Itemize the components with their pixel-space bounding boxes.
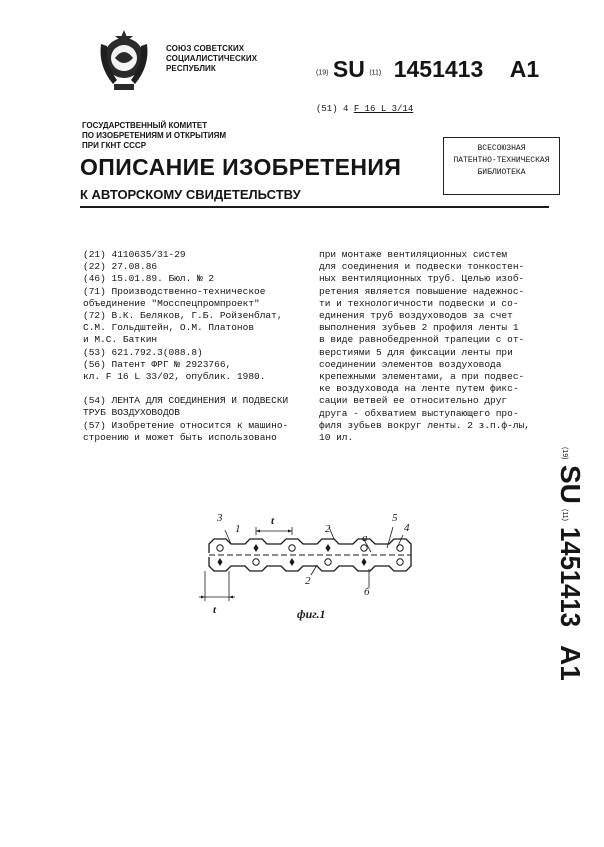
biblio-line: (72) В.К. Беляков, Г.Б. Ройзенблат, xyxy=(83,310,283,322)
hole-5 xyxy=(253,559,259,565)
figure-label: 2 xyxy=(325,523,331,535)
committee-line: ГОСУДАРСТВЕННЫЙ КОМИТЕТ xyxy=(82,121,208,130)
code-19: (19) xyxy=(316,69,329,77)
figure-caption: фиг.1 xyxy=(297,607,326,621)
ussr-emblem xyxy=(95,28,153,94)
union-line: СОЮЗ СОВЕТСКИХ xyxy=(166,44,245,53)
biblio-line: С.М. Гольдштейн, О.М. Платонов xyxy=(83,322,255,334)
biblio-line: кл. F 16 L 33/02, опублик. 1980. xyxy=(83,371,266,383)
biblio-line: (54) ЛЕНТА ДЛЯ СОЕДИНЕНИЯ И ПОДВЕСКИ xyxy=(83,395,289,407)
side-number: 1451413 xyxy=(555,527,586,637)
union-name xyxy=(166,44,257,74)
biblio-line: (57) Изобретение относится к машино- xyxy=(83,419,289,431)
abstract-line: единения труб воздуховодов за счет xyxy=(319,310,513,322)
patent-kind: A1 xyxy=(509,56,540,82)
abstract-line: ти и технологичности подвески и со- xyxy=(319,297,519,309)
hole-diamond xyxy=(326,544,331,552)
committee-line: ПО ИЗОБРЕТЕНИЯМ И ОТКРЫТИЯМ xyxy=(82,131,227,140)
abstract-line: при монтаже вентиляционных систем xyxy=(319,249,508,260)
abstract-line: выполнения зубьев 2 профиля ленты 1 xyxy=(319,322,519,334)
abstract-line: крепежными элементами, а при подвес- xyxy=(319,371,525,383)
stamp-line: ПАТЕНТНО-ТЕХНИЧЕСКАЯ xyxy=(453,156,550,165)
biblio-line: ТРУБ ВОЗДУХОВОДОВ xyxy=(83,407,180,419)
biblio-line: (22) 27.08.86 xyxy=(83,261,158,273)
ipc-classification xyxy=(316,104,413,114)
figure-label: 2 xyxy=(305,575,311,587)
stamp-line: БИБЛИОТЕКА xyxy=(477,168,526,177)
biblio-line: (56) Патент ФРГ № 2923766, xyxy=(83,358,232,370)
abstract-line: сации ветвей ее относительно друг xyxy=(319,395,508,407)
hole-5 xyxy=(397,559,403,565)
hole-diamond xyxy=(362,558,367,566)
abstract-line: ретения является повышение надежнос- xyxy=(319,285,525,297)
hole-5 xyxy=(397,545,403,551)
patent-number: 1451413 xyxy=(393,56,484,82)
figure-label: a xyxy=(362,532,368,544)
figure-label: б xyxy=(364,586,370,598)
document-subtitle: К АВТОРСКОМУ СВИДЕТЕЛЬСТВУ xyxy=(80,187,301,202)
side-code-11: (11) xyxy=(561,509,568,521)
biblio-line: (46) 15.01.89. Бюл. № 2 xyxy=(83,273,215,285)
figure-label: t xyxy=(271,515,275,527)
country-code: SU xyxy=(332,56,365,82)
ipc-class: F 16 L 3/14 xyxy=(353,104,414,114)
figure-label: t xyxy=(213,604,217,616)
figure-label: 5 xyxy=(392,512,398,524)
committee-line: ПРИ ГКНТ СССР xyxy=(82,141,147,150)
document-title: ОПИСАНИЕ ИЗОБРЕТЕНИЯ xyxy=(80,154,402,180)
biblio-line: (71) Производственно-техническое xyxy=(83,285,266,297)
stamp-line: ВСЕСОЮЗНАЯ xyxy=(477,144,526,153)
patent-number-header xyxy=(316,56,539,83)
figure-label: 1 xyxy=(235,523,241,535)
abstract-line: соединении элементов воздуховода xyxy=(319,358,502,370)
biblio-line: (21) 4110635/31-29 xyxy=(83,249,186,260)
biblio-line: и М.С. Баткин xyxy=(83,334,158,346)
side-code-19: (19) xyxy=(561,447,568,460)
biblio-line: (53) 621.792.3(088.8) xyxy=(83,346,203,358)
committee-name xyxy=(82,121,226,151)
figure-1-drawing xyxy=(195,505,435,630)
abstract-line: 10 ил. xyxy=(319,432,354,444)
library-stamp xyxy=(443,137,560,195)
biblio-line: строению и может быть использовано xyxy=(83,431,277,443)
hole-5 xyxy=(361,545,367,551)
hole-5 xyxy=(325,559,331,565)
bibliographic-data xyxy=(83,249,315,444)
abstract-line: верстиями 5 для фиксации ленты при xyxy=(319,346,513,358)
hole-diamond xyxy=(290,558,295,566)
ipc-prefix: (51) 4 xyxy=(316,104,349,114)
side-country: SU xyxy=(555,465,586,504)
hole-5 xyxy=(289,545,295,551)
abstract-line: ных вентиляционных труб. Целью изоб- xyxy=(319,273,525,285)
abstract-line: филя зубьев вокруг ленты. 2 з.п.ф-лы, xyxy=(319,419,530,431)
biblio-spacer xyxy=(83,383,315,395)
header-divider xyxy=(80,206,549,208)
biblio-line: объединение "Мосспецпромпроект" xyxy=(83,297,260,309)
side-kind: A1 xyxy=(555,645,586,681)
figure-label: 4 xyxy=(404,522,410,534)
hole-diamond xyxy=(254,544,259,552)
abstract-line: для соединения и подвески тонкостен- xyxy=(319,261,525,273)
abstract-line: в виде равнобедренной трапеции с от- xyxy=(319,334,525,346)
union-line: РЕСПУБЛИК xyxy=(166,64,216,73)
abstract-line: друга - обхватием выступающего про- xyxy=(319,407,519,419)
abstract-text xyxy=(319,249,547,444)
figure-label: 3 xyxy=(217,512,223,524)
side-patent-number xyxy=(548,447,598,697)
hole-5 xyxy=(217,545,223,551)
hole-diamond xyxy=(218,558,223,566)
abstract-line: ке воздуховода на ленте путем фикс- xyxy=(319,383,519,395)
union-line: СОЦИАЛИСТИЧЕСКИХ xyxy=(166,54,258,63)
code-11: (11) xyxy=(369,69,382,77)
